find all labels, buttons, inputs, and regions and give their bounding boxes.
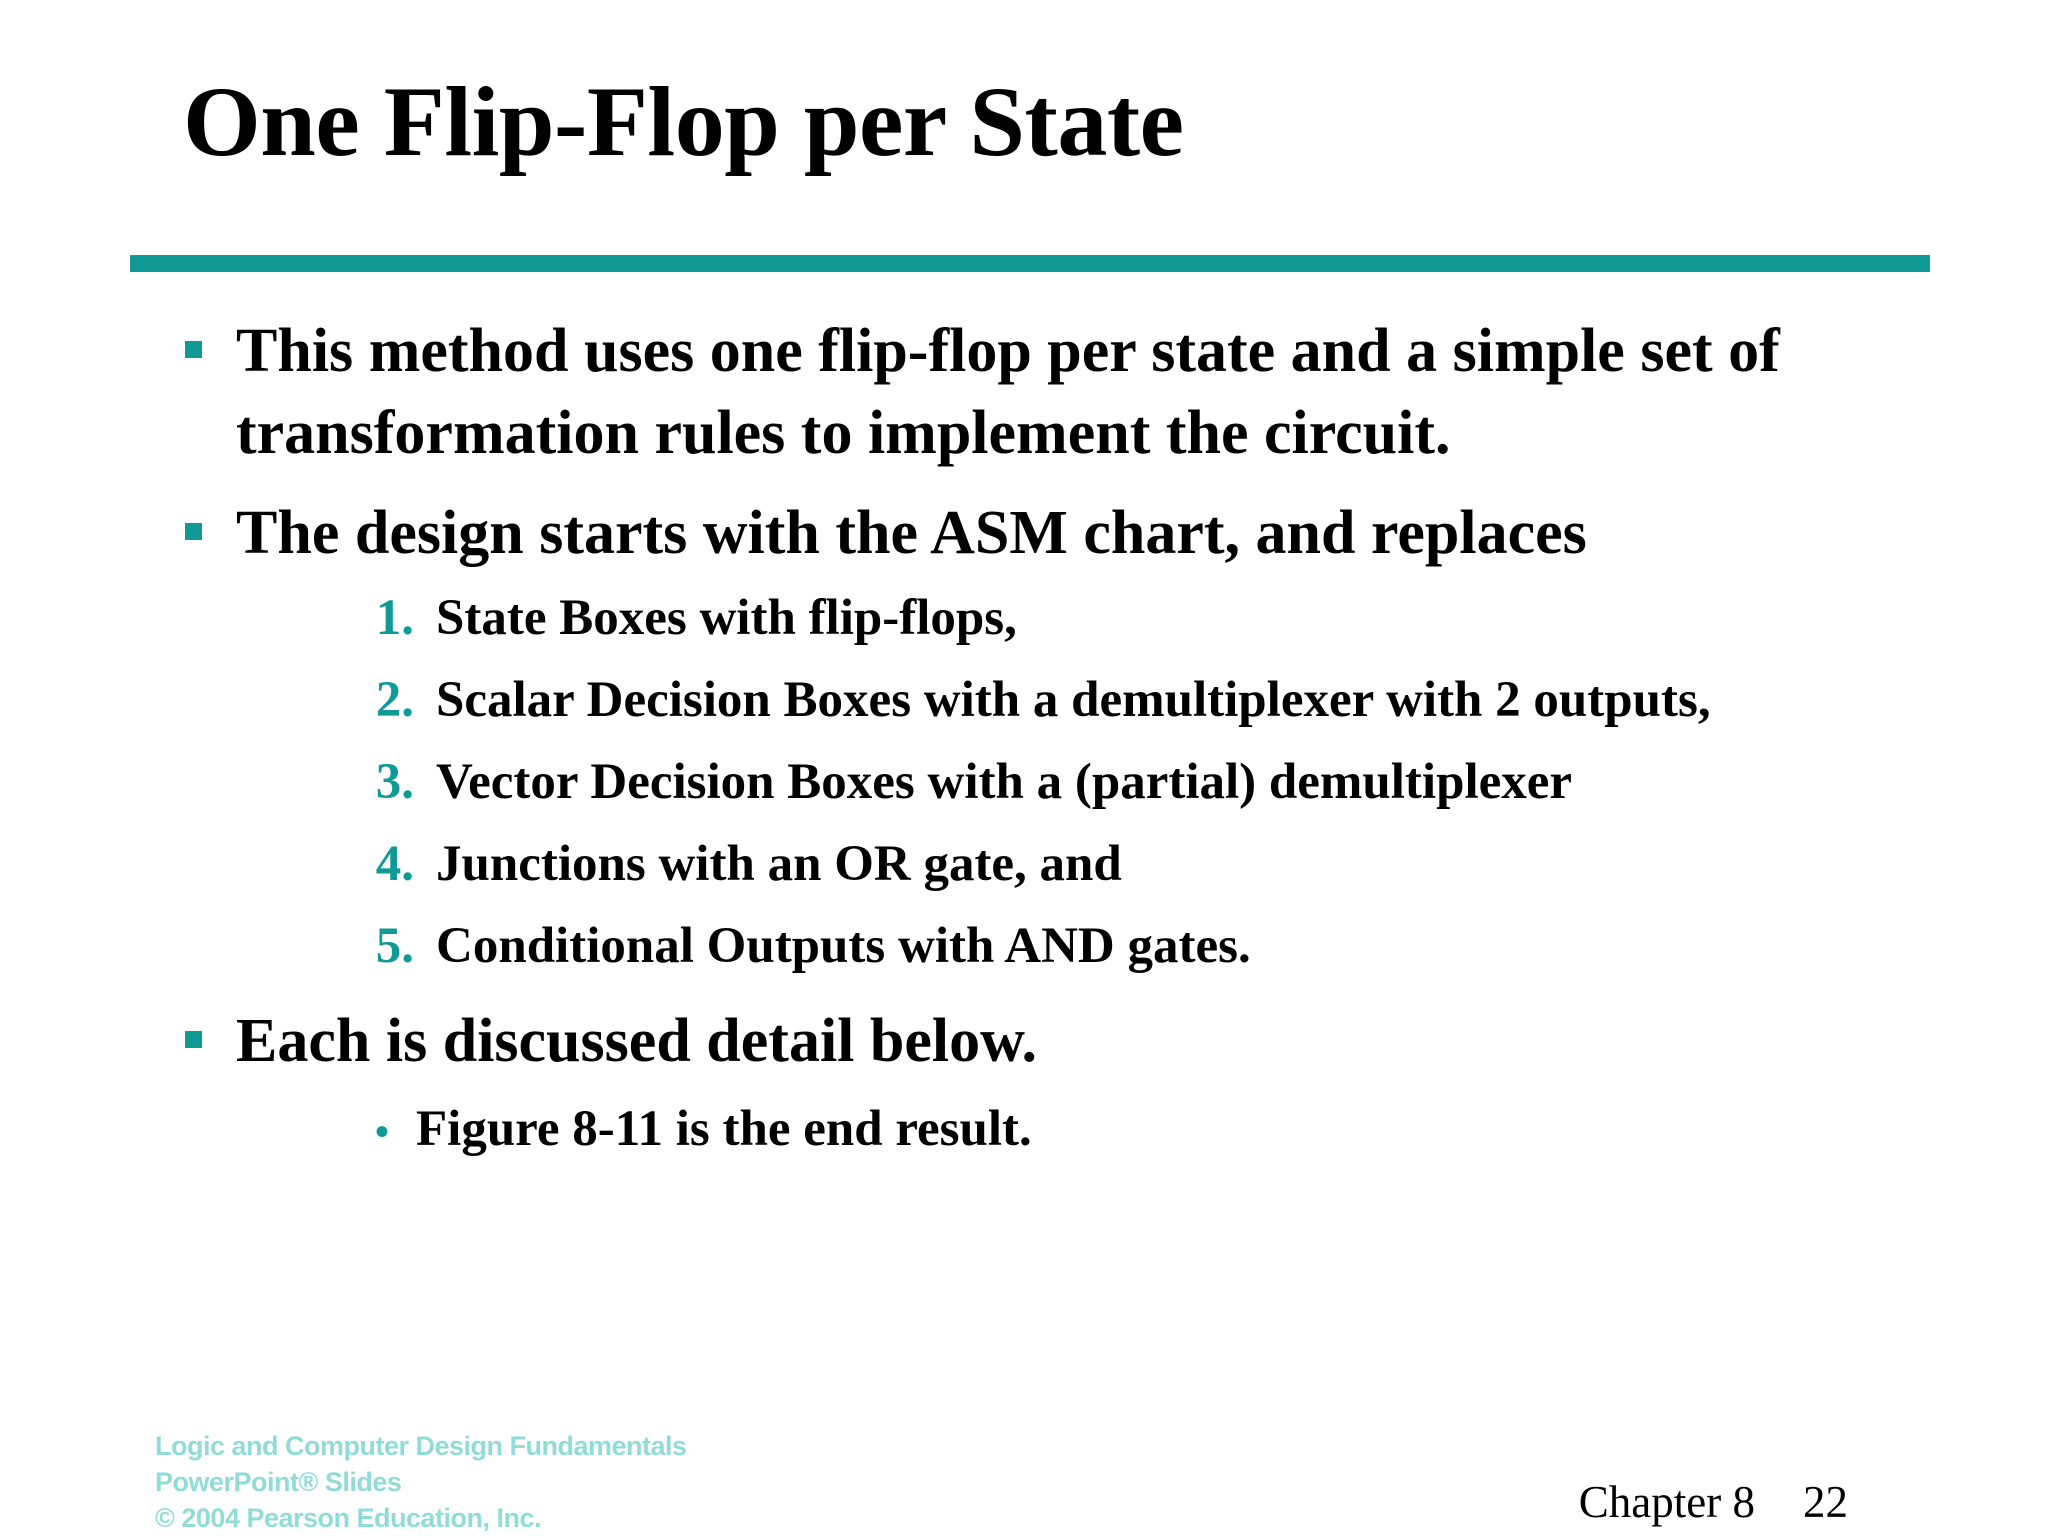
bullet-text: This method uses one flip-flop per state and a simple set of transformation rules to implement the circuit. [236, 317, 1780, 467]
logo-line: Logic and Computer Design Fundamentals [155, 1431, 687, 1461]
sub-bullet-text: Figure 8-11 is the end result. [416, 1101, 1032, 1157]
bullet-item [185, 310, 1945, 474]
logo-line: © 2004 Pearson Education, Inc. [155, 1503, 542, 1533]
square-bullet-icon [185, 341, 202, 358]
item-text: Vector Decision Boxes with a (partial) demultiplexer [436, 754, 1573, 810]
item-number: 4. [375, 836, 414, 892]
numbered-item [350, 751, 1572, 813]
item-text: Scalar Decision Boxes with a demultiplexer with 2 outputs, [436, 672, 1711, 728]
publisher-logo [155, 1428, 687, 1536]
item-number: 5. [375, 918, 414, 974]
item-number: 1. [375, 590, 414, 646]
page-number: 22 [1803, 1477, 1848, 1527]
item-number: 2. [375, 672, 414, 728]
numbered-item [350, 833, 1122, 895]
logo-line: PowerPoint® Slides [155, 1467, 402, 1497]
dot-bullet-icon: • [374, 1109, 389, 1154]
bullet-text: The design starts with the ASM chart, and replaces [236, 499, 1587, 567]
slide-title: One Flip-Flop per State [183, 66, 1184, 177]
square-bullet-icon [185, 1031, 202, 1048]
numbered-item [350, 915, 1251, 977]
sub-bullet-item [350, 1098, 1032, 1163]
square-bullet-icon [185, 523, 202, 540]
item-number: 3. [375, 754, 414, 810]
bullet-item [185, 492, 1945, 574]
slide-footer [1579, 1472, 1848, 1532]
bullet-text: Each is discussed detail below. [236, 1007, 1037, 1075]
item-text: Conditional Outputs with AND gates. [436, 918, 1251, 974]
item-text: Junctions with an OR gate, and [436, 836, 1122, 892]
bullet-item [185, 1000, 1945, 1082]
numbered-item [350, 669, 1711, 731]
title-divider [130, 255, 1930, 272]
numbered-item [350, 587, 1017, 649]
item-text: State Boxes with flip-flops, [436, 590, 1017, 646]
chapter-label: Chapter 8 [1578, 1477, 1755, 1527]
